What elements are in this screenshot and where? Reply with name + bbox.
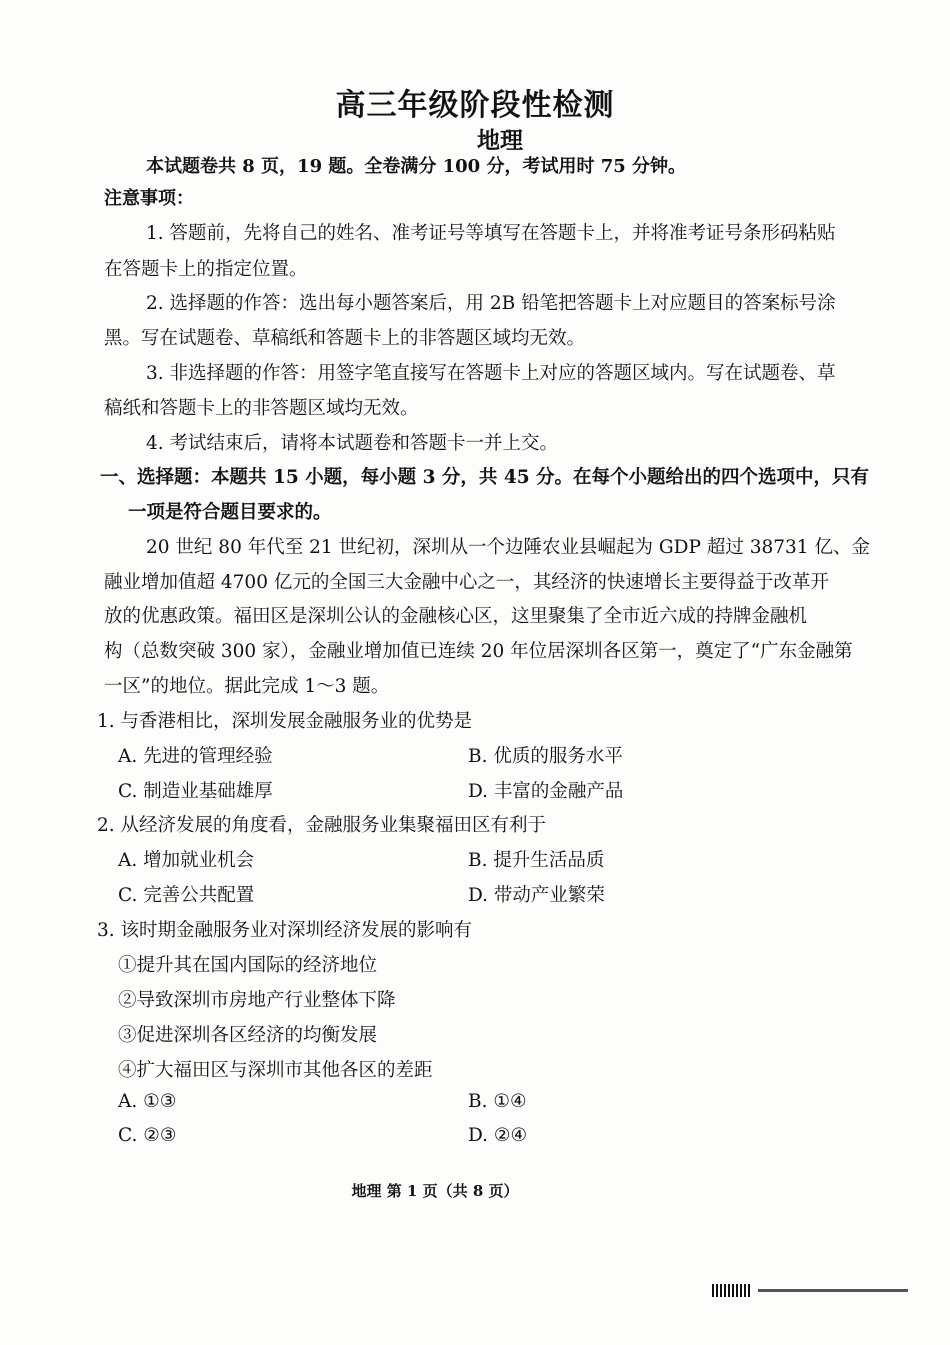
watermark-text-bar: [758, 1289, 908, 1292]
passage-line-3: 放的优惠政策。福田区是深圳公认的金融核心区，这里聚集了全市近六成的持牌金融机: [104, 606, 808, 627]
passage-line-1: 20 世纪 80 年代至 21 世纪初，深圳从一个边陲农业县崛起为 GDP 超过 38731 亿、金: [146, 537, 870, 558]
note-3-line-2: 稿纸和答题卡上的非答题区域均无效。: [104, 398, 419, 419]
question-3-stem: 3. 该时期金融服务业对深圳经济发展的影响有: [97, 920, 473, 941]
passage-line-2: 融业增加值超 4700 亿元的全国三大金融中心之一，其经济的快速增长主要得益于改革开: [104, 572, 829, 593]
question-1-stem: 1. 与香港相比，深圳发展金融服务业的优势是: [97, 711, 473, 732]
note-1-line-1: 1. 答题前，先将自己的姓名、准考证号等填写在答题卡上，并将准考证号条形码粘贴: [146, 223, 836, 244]
question-3-statement-3: ③促进深圳各区经济的均衡发展: [118, 1025, 378, 1046]
notes-heading: 注意事项：: [104, 188, 194, 209]
exam-info: 本试题卷共 8 页，19 题。全卷满分 100 分，考试用时 75 分钟。: [146, 156, 687, 177]
note-2-line-2: 黑。写在试题卷、草稿纸和答题卡上的非答题区域均无效。: [104, 328, 586, 349]
page-footer: 地理 第 1 页（共 8 页）: [351, 1182, 519, 1200]
passage-line-4: 构（总数突破 300 家），金融业增加值已连续 20 年位居深圳各区第一，奠定了“广东金融第: [104, 641, 853, 662]
question-1-option-c: C. 制造业基础雄厚: [118, 781, 273, 802]
question-2-option-a: A. 增加就业机会: [118, 850, 255, 871]
question-2-stem: 2. 从经济发展的角度看，金融服务业集聚福田区有利于: [97, 815, 547, 836]
question-1-option-a: A. 先进的管理经验: [118, 746, 273, 767]
question-2-option-c: C. 完善公共配置: [118, 885, 255, 906]
section-heading-line-2: 一项是符合题目要求的。: [128, 502, 332, 523]
question-3-statement-4: ④扩大福田区与深圳市其他各区的差距: [118, 1060, 433, 1081]
question-3-option-a: A. ①③: [118, 1091, 177, 1112]
question-2-option-b: B. 提升生活品质: [468, 850, 605, 871]
question-3-option-d: D. ②④: [468, 1125, 528, 1146]
exam-title: 高三年级阶段性检测: [335, 88, 615, 123]
note-2-line-1: 2. 选择题的作答：选出每小题答案后，用 2B 铅笔把答题卡上对应题目的答案标号涂: [146, 293, 836, 314]
question-1-option-b: B. 优质的服务水平: [468, 746, 623, 767]
note-1-line-2: 在答题卡上的指定位置。: [104, 259, 308, 280]
question-3-statement-2: ②导致深圳市房地产行业整体下降: [118, 990, 396, 1011]
section-heading-line-1: 一、选择题：本题共 15 小题，每小题 3 分，共 45 分。在每个小题给出的四个选项中，只有: [100, 467, 870, 488]
note-4: 4. 考试结束后，请将本试题卷和答题卡一并上交。: [146, 433, 559, 454]
question-1-option-d: D. 丰富的金融产品: [468, 781, 624, 802]
subject-title: 地理: [477, 127, 523, 154]
question-3-option-c: C. ②③: [118, 1125, 177, 1146]
question-2-option-d: D. 带动产业繁荣: [468, 885, 605, 906]
question-3-statement-1: ①提升其在国内国际的经济地位: [118, 955, 378, 976]
note-3-line-1: 3. 非选择题的作答：用签字笔直接写在答题卡上对应的答题区域内。写在试题卷、草: [146, 363, 836, 384]
watermark: [712, 1283, 908, 1297]
question-3-option-b: B. ①④: [468, 1091, 527, 1112]
passage-line-5: 一区”的地位。据此完成 1～3 题。: [104, 676, 390, 697]
qr-code-icon: [712, 1284, 752, 1297]
